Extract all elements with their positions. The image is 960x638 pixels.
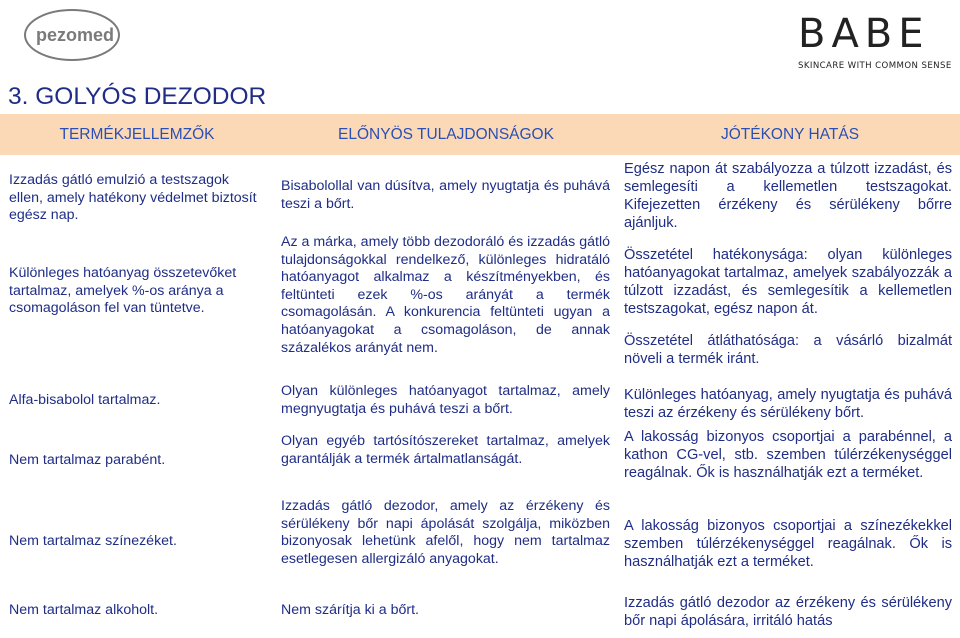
advantage-item: Bisabolollal van dúsítva, amely nyugtatja és puhává teszi a bőrt. (281, 178, 610, 212)
column-header-benefits: JÓTÉKONY HATÁS (720, 126, 860, 143)
feature-item: Nem tartalmaz parabént. (9, 452, 166, 468)
benefit-item: A lakosság bizonyos csoportjai a színezékekkel szemben túlérzékenységgel reagálnak. Ők is használhatják ezt a terméket. (624, 518, 952, 570)
advantage-item: Az a márka, amely több dezodoráló és izzadás gátló tulajdonságokkal rendelkező, különleges hidratáló hatóanyagot alkalmaz a készítményekben, és feltünteti ezek %-os arányát a termék csomagolásán. A konkurencia feltünteti ugyan a hatóanyagokat a csomagoláson, de annak százalékos arányát nem. (281, 234, 610, 356)
benefit-item: Egész napon át szabályozza a túlzott izzadást, és semlegesíti a kellemetlen testszagokat. Kifejezetten érzékeny és sérülékeny bőrre ajánljuk. (624, 161, 952, 231)
feature-item: Alfa-bisabolol tartalmaz. (9, 392, 161, 408)
benefit-item: Összetétel átláthatósága: a vásárló bizalmát növeli a termék iránt. (624, 333, 952, 367)
pezomed-logo-mark (22, 6, 128, 66)
feature-item: Különleges hatóanyag összetevőket tartalmaz, amelyek %-os aránya a csomagoláson fel van tüntetve. (9, 265, 237, 317)
babe-logo (798, 11, 952, 72)
advantage-item: Nem szárítja ki a bőrt. (281, 602, 419, 618)
benefit-item: Összetétel hatékonysága: olyan különleges hatóanyagokat tartalmaz, amelyek szabályozzák a túlzott izzadást, és semlegesítik a kellemetlen testszagokat, egész napon át. (624, 247, 952, 317)
pezomed-logo-text: pezomed (36, 25, 115, 45)
column-header-product-features: TERMÉKJELLEMZŐK (59, 126, 215, 143)
advantage-item: Olyan különleges hatóanyagot tartalmaz, amely megnyugtatja és puhává teszi a bőrt. (281, 383, 610, 417)
benefit-item: Izzadás gátló dezodor az érzékeny és sérülékeny bőr napi ápolására, irritáló hatás (624, 595, 952, 629)
feature-item: Nem tartalmaz színezéket. (9, 533, 177, 549)
feature-item: Nem tartalmaz alkoholt. (9, 602, 159, 618)
babe-logo-wordmark: BABE (798, 11, 930, 57)
feature-item: Izzadás gátló emulzió a testszagok ellen, amely hatékony védelmet biztosít egész nap. (9, 172, 257, 224)
advantage-item: Izzadás gátló dezodor, amely az érzékeny és sérülékeny bőr napi ápolását szolgálja, miközben bizonyosak lehetünk afelől, hogy nem tartalmaz esetlegesen allergizáló anyagokat. (281, 498, 610, 567)
benefit-item: A lakosság bizonyos csoportjai a parabénnel, a kathon CG-vel, stb. szemben túlérzékenységgel reagálnak. Ők is használhatják ezt a terméket. (624, 429, 952, 481)
benefit-item: Különleges hatóanyag, amely nyugtatja és puhává teszi az érzékeny és sérülékeny bőrt. (624, 387, 952, 421)
column-header-advantages: ELŐNYÖS TULAJDONSÁGOK (338, 126, 554, 143)
babe-logo-tagline: SKINCARE WITH COMMON SENSE (798, 61, 952, 71)
advantage-item: Olyan egyéb tartósítószereket tartalmaz, amelyek garantálják a termék ártalmatlanságát. (281, 433, 610, 467)
page-title: 3. GOLYÓS DEZODOR (8, 83, 267, 110)
pezomed-logo (22, 6, 128, 66)
column-header-band (0, 114, 960, 155)
